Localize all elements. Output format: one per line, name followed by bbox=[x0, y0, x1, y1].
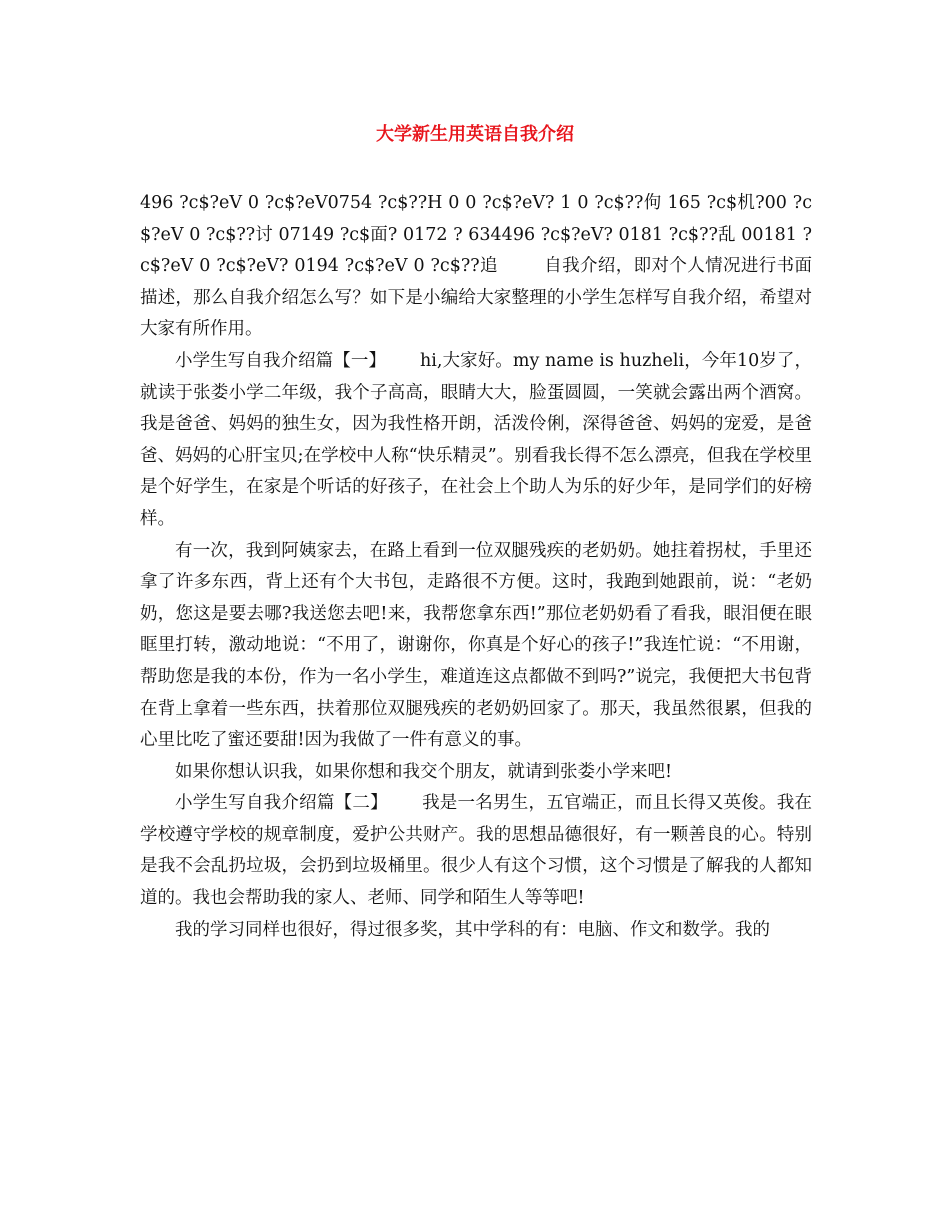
garbled-text: 496 ?c$?eV 0 ?c$?eV0754 ?c$??H 0 0 ?c$?eV? 1 0 ?c$??佝 165 ?c$机?00 ?c$?eV 0 ?c$??讨 07149 ?c$面? 0172 ? 634496 ?c$?eV? 0181 ?c$??乱 00181 ?c$?eV 0 ?c$?eV? 0194 ?c$?eV 0 ?c$??追 bbox=[140, 193, 812, 277]
section2-paragraph-1 bbox=[140, 788, 812, 914]
section1-heading: 小学生写自我介绍篇【一】 bbox=[175, 350, 387, 371]
intro-paragraph bbox=[140, 188, 812, 346]
section1-text-1: hi,大家好。my name is huzheli，今年10岁了，就读于张娄小学二年级，我个子高高，眼睛大大，脸蛋圆圆，一笑就会露出两个酒窝。我是爸爸、妈妈的独生女，因为我性格开朗，活泼伶俐，深得爸爸、妈妈的宠爱，是爸爸、妈妈的心肝宝贝;在学校中人称“快乐精灵”。别看我长得不怎么漂亮，但我在学校里是个好学生，在家是个听话的好孩子，在社会上个助人为乐的好少年，是同学们的好榜样。 bbox=[140, 350, 812, 529]
section1-paragraph-3: 如果你想认识我，如果你想和我交个朋友，就请到张娄小学来吧! bbox=[175, 761, 673, 782]
section1-paragraph-1 bbox=[140, 346, 812, 536]
document-body bbox=[140, 188, 812, 946]
section2-text-1: 我是一名男生，五官端正，而且长得又英俊。我在学校遵守学校的规章制度，爱护公共财产。我的思想品德很好，有一颗善良的心。特别是我不会乱扔垃圾，会扔到垃圾桶里。很少人有这个习惯，这个习惯是了解我的人都知道的。我也会帮助我的家人、老师、同学和陌生人等等吧! bbox=[140, 793, 813, 909]
section1-paragraph-2: 有一次，我到阿姨家去，在路上看到一位双腿残疾的老奶奶。她拄着拐杖，手里还拿了许多东西，背上还有个大书包，走路很不方便。这时，我跑到她跟前，说：“老奶奶，您这是要去哪?我送您去吧!来，我帮您拿东西!”那位老奶奶看了看我，眼泪便在眼眶里打转，激动地说：“不用了，谢谢你，你真是个好心的孩子!”我连忙说：“不用谢，帮助您是我的本份，作为一名小学生，难道连这点都做不到吗?”说完，我便把大书包背在背上拿着一些东西，扶着那位双腿残疾的老奶奶回家了。那天，我虽然很累，但我的心里比吃了蜜还要甜!因为我做了一件有意义的事。 bbox=[140, 540, 812, 751]
section2-heading: 小学生写自我介绍篇【二】 bbox=[175, 793, 388, 814]
page-title: 大学新生用英语自我介绍 bbox=[376, 124, 574, 145]
intro-text: 自我介绍，即对个人情况进行书面描述，那么自我介绍怎么写？如下是小编给大家整理的小学生怎样写自我介绍，希望对大家有所作用。 bbox=[140, 256, 812, 340]
section2-paragraph-2: 我的学习同样也很好，得过很多奖，其中学科的有：电脑、作文和数学。我的 bbox=[175, 919, 770, 940]
